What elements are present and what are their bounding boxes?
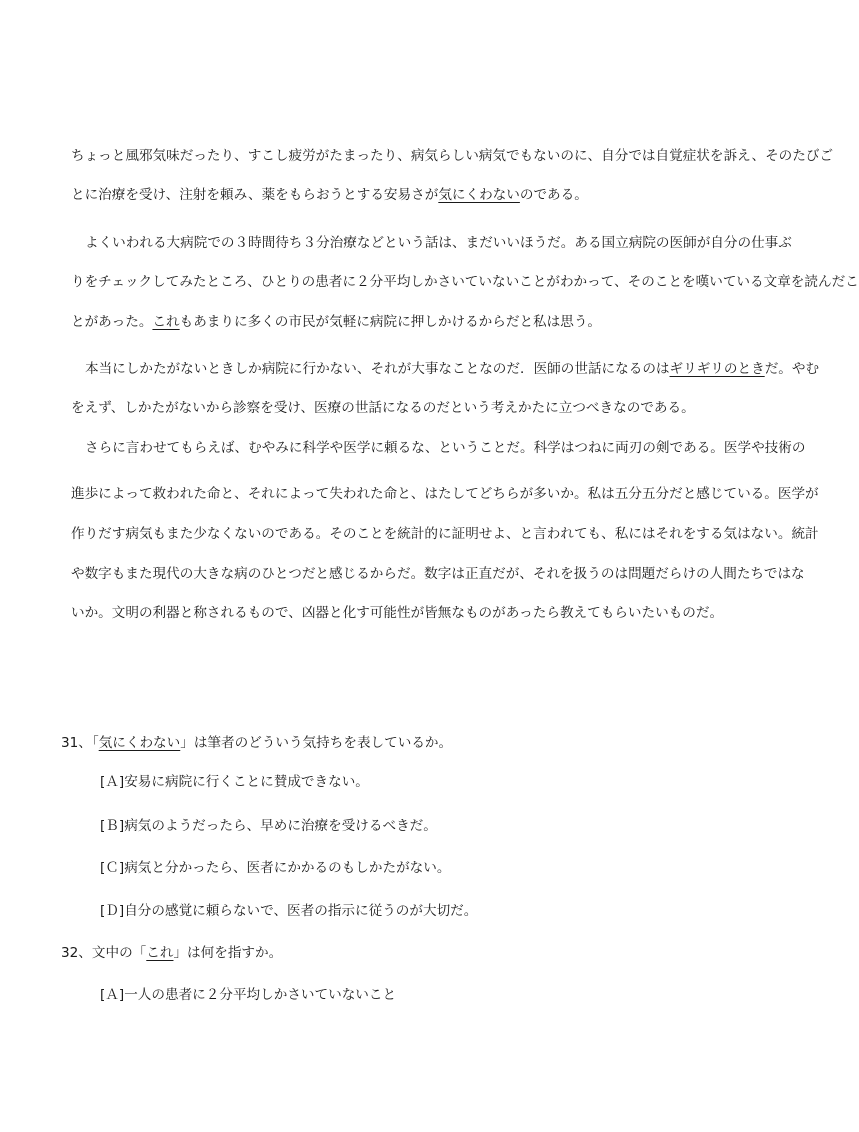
passage-p4-line-1: さらに言わせてもらえば、むやみに科学や医学に頼るな、ということだ。科学はつねに両刃の剣である。医学や技術の <box>85 440 806 456</box>
underlined-phrase-kore: これ <box>152 314 180 330</box>
passage-p4-line-2: 進歩によって救われた命と、それによって失われた命と、はたしてどちらが多いか。私は五分五分だと感じている。医学が <box>71 486 819 502</box>
passage-p2-line-2: りをチェックしてみたところ、ひとりの患者に２分平均しかさいていないことがわかって、そのことを嘆いている文章を読んだこ <box>71 274 859 290</box>
passage-p3-line-1 <box>71 359 820 379</box>
passage-p4-line-5: いか。文明の利器と称されるもので、凶器と化す可能性が皆無なものがあったら教えてもらいたいものだ。 <box>71 605 724 621</box>
question-suffix: 」は何を指すか。 <box>173 945 283 961</box>
question-31 <box>61 733 731 753</box>
q31-option-c[interactable]: [Ｃ]病気と分かったら、医者にかかるのもしかたがない。 <box>100 860 451 876</box>
passage-p4-line-3: 作りだす病気もまた少なくないのである。そのことを統計的に証明せよ、と言われても、私にはそれをする気はない。統計 <box>71 526 819 542</box>
question-underlined-phrase: これ <box>146 945 174 961</box>
passage-p3-line-2: をえず、しかたがないから診察を受け、医療の世話になるのだという考えかたに立つべきなのである。 <box>71 400 695 416</box>
text-segment: だ。やむ <box>764 361 820 377</box>
passage-p2-line-1: よくいわれる大病院での３時間待ち３分治療などという話は、まだいいほうだ。ある国立病院の医師が自分の仕事ぶ <box>85 235 792 251</box>
text-segment: もあまりに多くの市民が気軽に病院に押しかけるからだと私は思う。 <box>179 314 602 330</box>
question-prefix: 31、「 <box>61 735 99 751</box>
q31-option-a[interactable]: [Ａ]安易に病院に行くことに賛成できない。 <box>100 774 369 790</box>
question-suffix: 」は筆者のどういう気持ちを表しているか。 <box>180 735 453 751</box>
underlined-phrase-kinikuwanai: 気にくわない <box>438 187 520 203</box>
passage-p1-line-2 <box>71 185 741 205</box>
question-32 <box>61 943 731 963</box>
passage-p4-line-4: や数字もまた現代の大きな病のひとつだと感じるからだ。数字は正直だが、それを扱うのは問題だらけの人間たちではな <box>71 566 805 582</box>
question-prefix: 32、文中の「 <box>61 945 147 961</box>
q32-option-a[interactable]: [Ａ]一人の患者に２分平均しかさいていないこと <box>100 987 397 1003</box>
text-segment: とに治療を受け、注射を頼み、薬をもらおうとする安易さが <box>71 187 439 203</box>
question-underlined-phrase: 気にくわない <box>98 735 181 751</box>
passage-p2-line-3 <box>71 312 741 332</box>
q31-option-b[interactable]: [Ｂ]病気のようだったら、早めに治療を受けるべきだ。 <box>100 818 437 834</box>
underlined-phrase-girigiri: ギリギリのとき <box>669 361 765 377</box>
q31-option-d[interactable]: [Ｄ]自分の感覚に頼らないで、医者の指示に従うのが大切だ。 <box>100 903 478 919</box>
text-segment: 本当にしかたがないときしか病院に行かない、それが大事なことなのだ．医師の世話になるのは <box>85 361 670 377</box>
text-segment: のである。 <box>519 187 588 203</box>
passage-p1-line-1: ちょっと風邪気味だったり、すこし疲労がたまったり、病気らしい病気でもないのに、自分では自覚症状を訴え、そのたびご <box>71 148 834 164</box>
text-segment: とがあった。 <box>71 314 153 330</box>
